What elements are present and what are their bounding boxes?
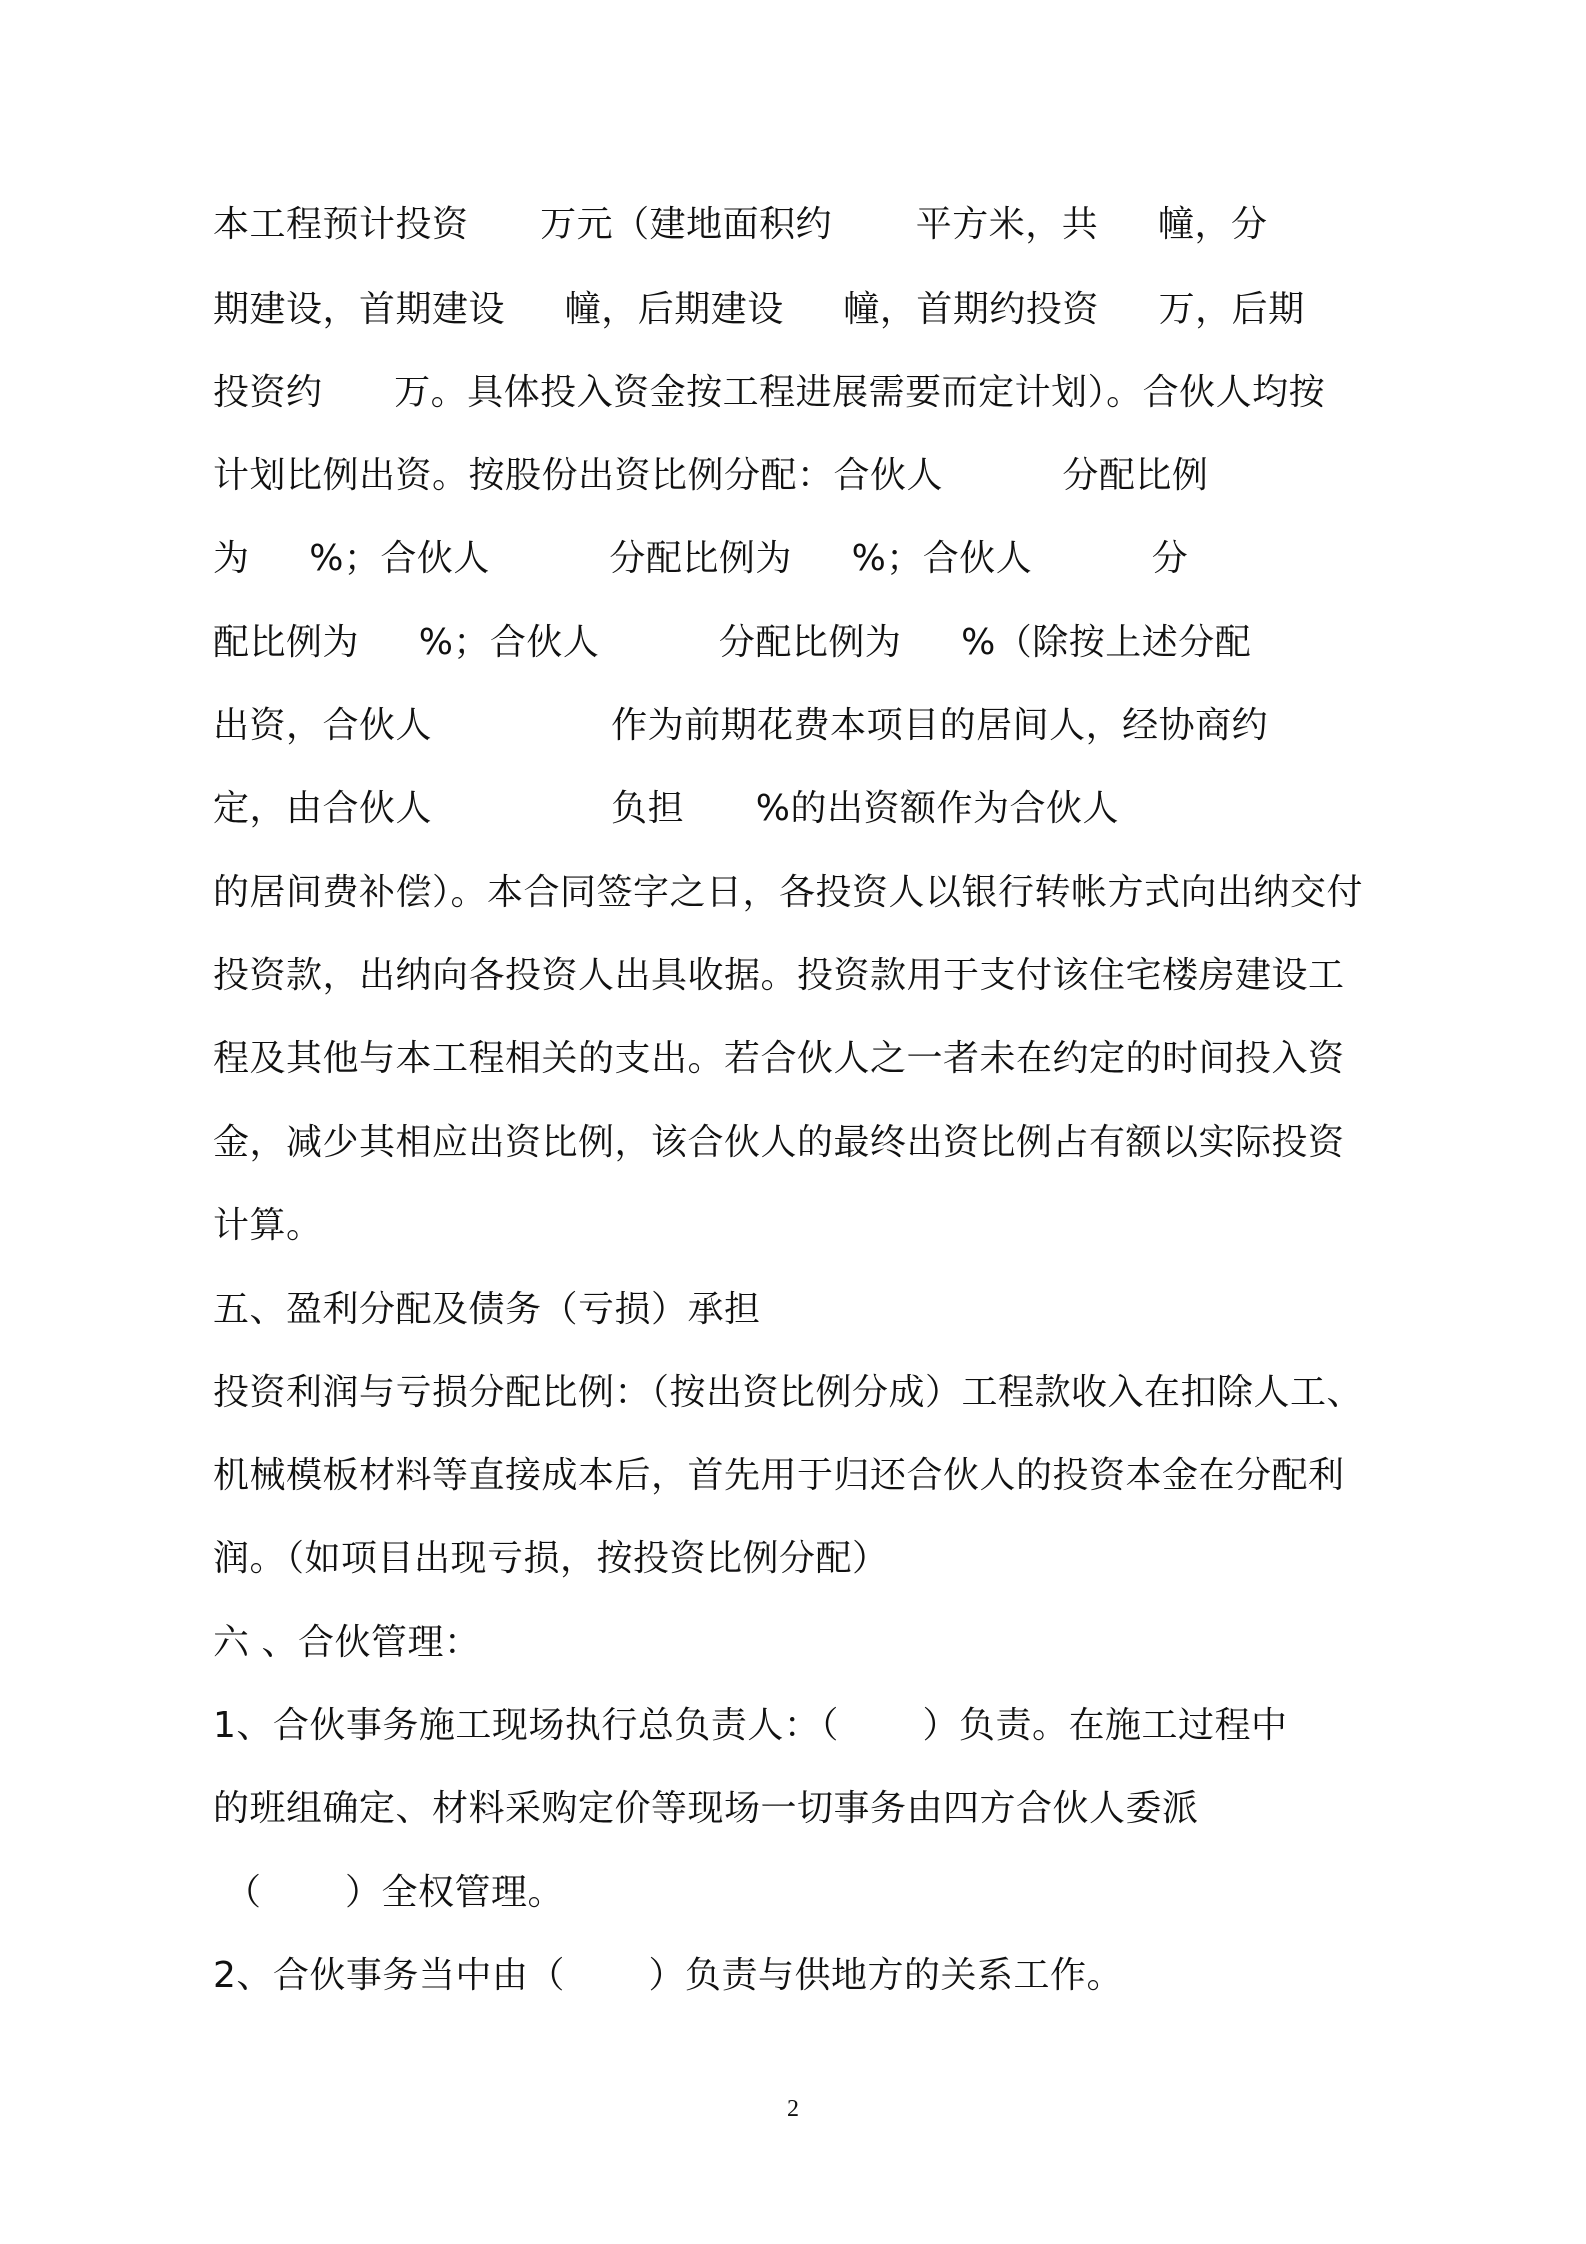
- section-heading: 六 、合伙管理：: [213, 1622, 481, 1663]
- text-line: 定，由合伙人 负担 %的出资额作为合伙人: [213, 788, 1120, 829]
- text-line: 机械模板材料等直接成本后，首先用于归还合伙人的投资本金在分配利: [213, 1455, 1345, 1496]
- page-number: 2: [787, 2096, 799, 2122]
- text-line: （ ）全权管理。: [213, 1872, 565, 1913]
- text-line: 的班组确定、材料采购定价等现场一切事务由四方合伙人委派: [213, 1788, 1199, 1829]
- text-line: 润。（如项目出现亏损，按投资比例分配）: [213, 1538, 889, 1579]
- section-heading: 五、盈利分配及债务（亏损）承担: [213, 1289, 761, 1330]
- text-line: 计算。: [213, 1205, 323, 1246]
- text-line: 投资利润与亏损分配比例：（按出资比例分成）工程款收入在扣除人工、: [213, 1372, 1364, 1413]
- text-line: 出资，合伙人 作为前期花费本项目的居间人，经协商约: [213, 705, 1269, 746]
- text-line: 本工程预计投资 万元（建地面积约 平方米，共 幢，分: [213, 204, 1268, 245]
- text-line: 配比例为 %；合伙人 分配比例为 %（除按上述分配: [213, 622, 1252, 663]
- text-line: 的居间费补偿）。本合同签字之日，各投资人以银行转帐方式向出纳交付: [213, 872, 1364, 913]
- text-line: 2、合伙事务当中由（ ）负责与供地方的关系工作。: [213, 1955, 1124, 1996]
- text-line: 金，减少其相应出资比例，该合伙人的最终出资比例占有额以实际投资: [213, 1122, 1345, 1163]
- text-line: 期建设，首期建设 幢，后期建设 幢，首期约投资 万，后期: [213, 289, 1305, 330]
- text-line: 1、合伙事务施工现场执行总负责人：（ ）负责。在施工过程中: [213, 1705, 1288, 1746]
- text-line: 投资约 万。具体投入资金按工程进展需要而定计划）。合伙人均按: [213, 372, 1326, 413]
- text-line: 为 %；合伙人 分配比例为 %；合伙人 分: [213, 538, 1189, 579]
- text-line: 程及其他与本工程相关的支出。若合伙人之一者未在约定的时间投入资: [213, 1038, 1345, 1079]
- text-line: 计划比例出资。按股份出资比例分配：合伙人 分配比例: [213, 455, 1209, 496]
- text-line: 投资款，出纳向各投资人出具收据。投资款用于支付该住宅楼房建设工: [213, 955, 1345, 996]
